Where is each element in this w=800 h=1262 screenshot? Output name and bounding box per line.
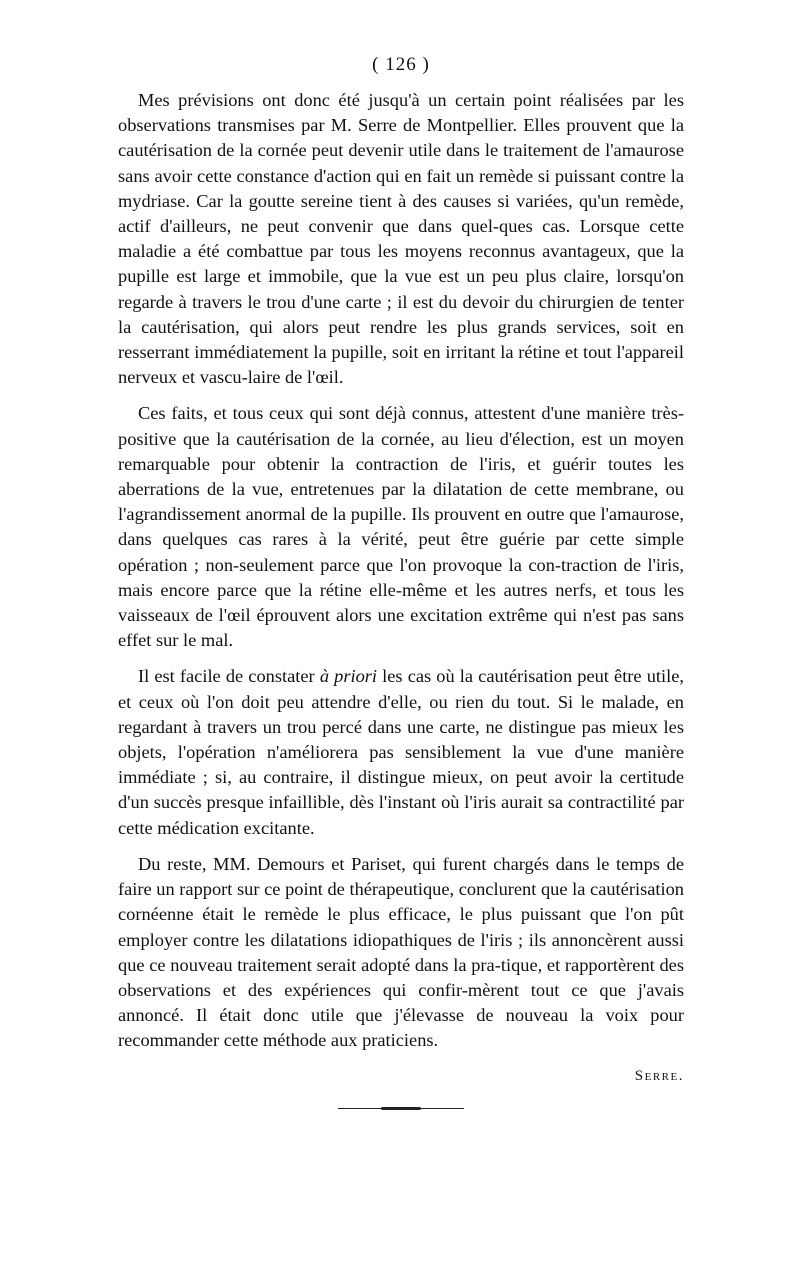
paragraph-1: Mes prévisions ont donc été jusqu'à un certain point réalisées par les observations transmises par M. Serre de Montpellier. Elles prouvent que la cautérisation de la cornée peut devenir utile dans le traitement de l'amaurose sans avoir cette constance d'action qui en fait un remède si puissant contre la mydriase. Car la goutte sereine tient à des causes si variées, qu'un remède, actif d'ailleurs, ne peut convenir que dans quel-ques cas. Lorsque cette maladie a été combattue par tous les moyens reconnus avantageux, que la pupille est large et immobile, que la vue est un peu plus claire, lorsqu'on regarde à travers le trou d'une carte ; il est du devoir du chirurgien de tenter la cautérisation, qui alors peut rendre les plus grands services, soit en resserrant immédiatement la pupille, soit en irritant la rétine et tout l'appareil nerveux et vascu-laire de l'œil. [118, 90, 684, 388]
paragraph-3-italic: à priori [319, 666, 378, 687]
end-rule-ornament [381, 1107, 421, 1110]
paragraph-4: Du reste, MM. Demours et Pariset, qui furent chargés dans le temps de faire un rapport sur ce point de thérapeutique, conclurent que la cautérisation cornéenne était le remède le plus efficace, le plus puissant que l'on pût employer contre les dilatations idiopathiques de l'iris ; ils annoncèrent aussi que ce nouveau traitement serait adopté dans la pra-tique, et rapportèrent des observations et des expériences qui confir-mèrent tout ce que j'avais annoncé. Il était donc utile que j'élevasse de nouveau la voix pour recommander cette méthode aux praticiens. [118, 853, 684, 1051]
end-rule [338, 1107, 464, 1110]
book-page [118, 52, 684, 1110]
author-signature: Serre. [634, 1067, 684, 1084]
paragraph-2: Ces faits, et tous ceux qui sont déjà connus, attestent d'une manière très-positive que la cautérisation de la cornée, au lieu d'élection, est un moyen remarquable pour obtenir la contraction de l'iris, et guérir toutes les aberrations de la vue, entretenues par la dilatation de cette membrane, ou l'agrandissement anormal de la pupille. Ils prouvent en outre que l'amaurose, dans quelques cas rares à la vérité, peut être guérie par cette simple opération ; non-seulement parce que l'on provoque la con-traction de l'iris, mais encore parce que la rétine elle-même et les autres nerfs, et tous les vaisseaux de l'œil éprouvent alors une excitation extrême qui n'est pas sans effet sur le mal. [118, 403, 684, 651]
paragraph-3 [118, 664, 684, 840]
paragraph-3-end: les cas où la cautérisation peut être utile, et ceux où l'on doit peu attendre d'elle, ou rien du tout. Si le malade, en regardant à travers un trou percé dans une carte, ne distingue pas mieux les objets, l'opération n'améliorera pas sensiblement la vue d'une manière immédiate ; si, au contraire, il distingue mieux, on peut avoir la certitude d'un succès presque infaillible, dès l'instant où l'iris aurait sa contractilité par cette médication excitante. [118, 666, 684, 838]
paragraph-3-start: Il est facile de constater [138, 666, 320, 687]
page-number: ( 126 ) [372, 54, 430, 75]
